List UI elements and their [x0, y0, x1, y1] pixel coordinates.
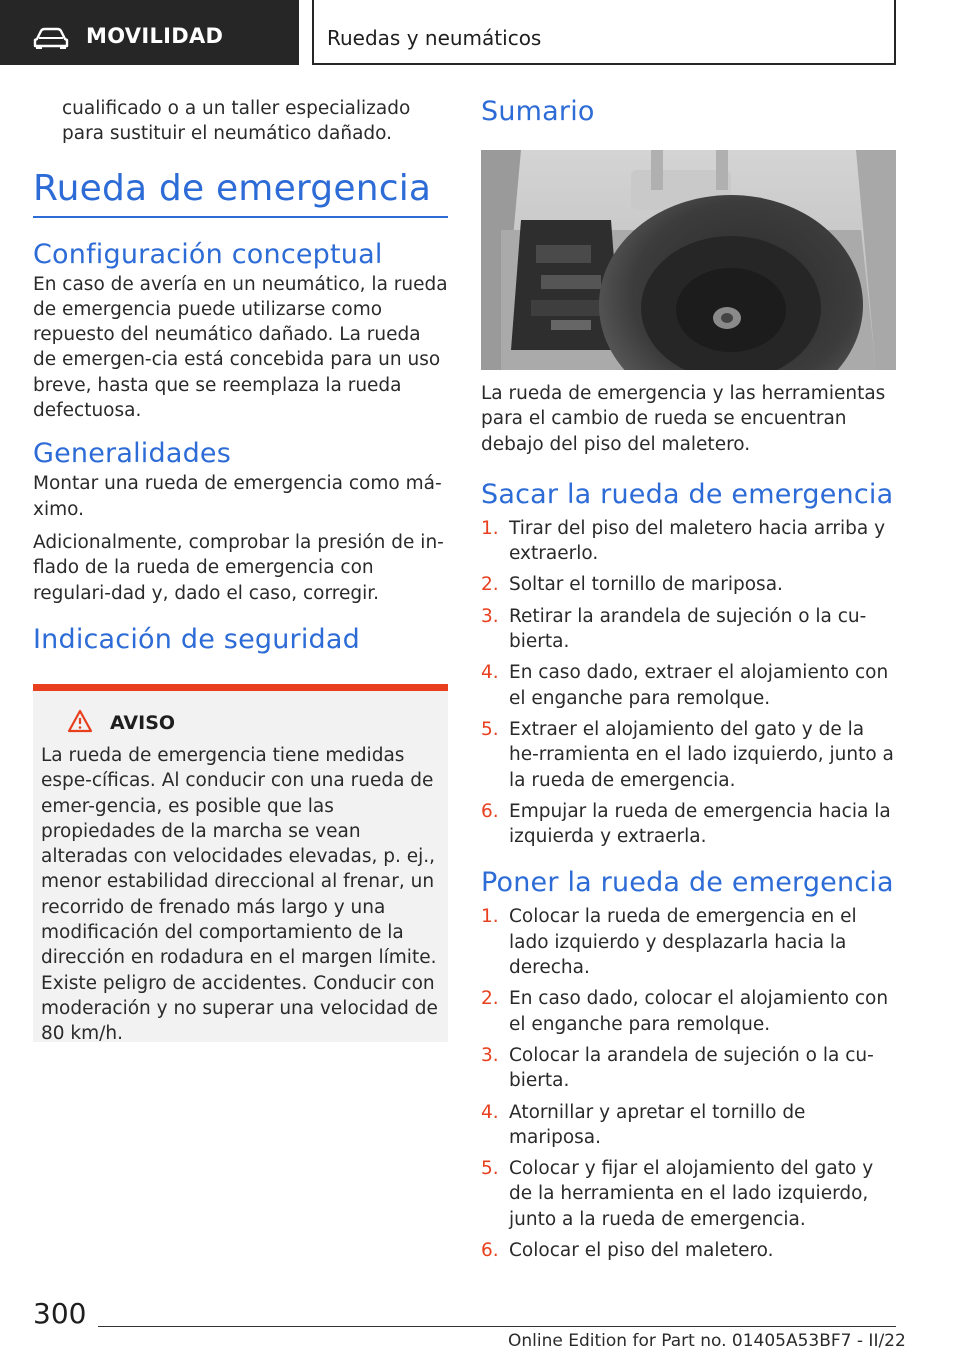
- step-text: Colocar la rueda de emergencia en el lado izquierdo y desplazarla hacia la derecha.: [509, 906, 857, 979]
- footer-rule: [98, 1326, 896, 1327]
- step-number: 4.: [481, 662, 499, 684]
- step-number: 6.: [481, 1240, 499, 1262]
- concept-paragraph: En caso de avería en un neumático, la rueda de emergencia puede utilizarse como repuesto del neumático dañado. La rueda de emergen-cia está concebida para un uso breve, hasta que se reemplaza la rueda defectuosa.: [33, 273, 448, 422]
- section-label: MOVILIDAD: [86, 24, 224, 48]
- step-text: Atornillar y apretar el tornillo de mariposa.: [509, 1101, 806, 1148]
- step-text: En caso dado, extraer el alojamiento con el enganche para remolque.: [509, 662, 889, 709]
- summary-heading: Sumario: [481, 96, 595, 127]
- list-item: [481, 904, 896, 980]
- right-column-body: [481, 381, 896, 1269]
- remove-heading: Sacar la rueda de emergencia: [481, 478, 894, 510]
- title-rule: [33, 216, 448, 218]
- step-text: Tirar del piso del maletero hacia arriba y extraerlo.: [509, 517, 886, 565]
- list-item: [481, 604, 896, 655]
- step-number: 3.: [481, 605, 499, 627]
- warning-text: La rueda de emergencia tiene medidas espe-cíficas. Al conducir con una rueda de emer-gencia, es posible que las propiedades de la marcha se vean alteradas con velocidades elevadas, p. ej., menor estabilidad direccional al frenar, un recorrido de frenado más largo y una modificación del comportamiento de la dirección en rodadura en el margen límite. Existe peligro de accidentes. Conducir con moderación y no superar una velocidad de 80 km/h.: [41, 745, 438, 1045]
- step-number: 1.: [481, 906, 499, 928]
- left-column: [33, 96, 448, 655]
- step-number: 2.: [481, 574, 499, 596]
- list-item: [481, 1100, 896, 1151]
- car-icon: [33, 27, 69, 49]
- summary-paragraph: La rueda de emergencia y las herramientas para el cambio de rueda se encuentran debajo del piso del maletero.: [481, 383, 886, 455]
- warning-title: AVISO: [110, 712, 176, 734]
- install-steps-list: [481, 904, 896, 1263]
- step-text: En caso dado, colocar el alojamiento con el enganche para remolque.: [509, 988, 889, 1035]
- safety-heading: Indicación de seguridad: [33, 623, 360, 655]
- page-title: Rueda de emergencia: [33, 167, 432, 209]
- list-item: [481, 1156, 896, 1232]
- step-number: 4.: [481, 1101, 499, 1123]
- step-number: 5.: [481, 1158, 499, 1180]
- remove-steps-list: [481, 516, 896, 850]
- warning-box: [33, 684, 448, 1045]
- general-heading: Generalidades: [33, 438, 232, 470]
- install-heading: Poner la rueda de emergencia: [481, 867, 894, 899]
- chapter-tab: [312, 0, 896, 65]
- step-text: Extraer el alojamiento del gato y de la he-rramienta en el lado izquierdo, junto a la rueda de emergencia.: [509, 718, 894, 791]
- step-text: Colocar y fijar el alojamiento del gato y de la herramienta en el lado izquierdo, junto a la rueda de emergencia.: [509, 1158, 874, 1230]
- list-item: [481, 516, 896, 567]
- chapter-label: Ruedas y neumáticos: [327, 26, 542, 50]
- edition-note: Online Edition for Part no. 01405A53BF7 - II/22: [508, 1331, 906, 1351]
- step-text: Retirar la arandela de sujeción o la cu-bierta.: [509, 605, 867, 653]
- general-paragraph-1: Montar una rueda de emergencia como má-ximo.: [33, 473, 442, 520]
- list-item: [481, 572, 896, 597]
- step-number: 2.: [481, 988, 499, 1010]
- right-column: [481, 96, 896, 127]
- page-number: 300: [33, 1297, 87, 1330]
- step-text: Empujar la rueda de emergencia hacia la izquierda y extraerla.: [509, 800, 891, 848]
- step-text: Soltar el tornillo de mariposa.: [509, 574, 783, 596]
- list-item: [481, 717, 896, 793]
- spare-wheel-photo: [481, 150, 896, 370]
- list-item: [481, 986, 896, 1037]
- warning-triangle-icon: [67, 709, 93, 733]
- intro-paragraph: cualificado o a un taller especializado para sustituir el neumático dañado.: [62, 98, 411, 145]
- step-number: 6.: [481, 800, 499, 822]
- step-number: 1.: [481, 517, 499, 539]
- list-item: [481, 660, 896, 711]
- concept-heading: Configuración conceptual: [33, 238, 383, 270]
- step-number: 3.: [481, 1044, 499, 1066]
- step-text: Colocar la arandela de sujeción o la cu-bierta.: [509, 1044, 874, 1092]
- list-item: [481, 799, 896, 850]
- list-item: [481, 1043, 896, 1094]
- step-number: 5.: [481, 718, 499, 740]
- step-text: Colocar el piso del maletero.: [509, 1240, 774, 1262]
- section-tab: [0, 0, 299, 65]
- general-paragraph-2: Adicionalmente, comprobar la presión de in-flado de la rueda de emergencia con regulari-dad y, dado el caso, corregir.: [33, 531, 444, 604]
- list-item: [481, 1238, 896, 1263]
